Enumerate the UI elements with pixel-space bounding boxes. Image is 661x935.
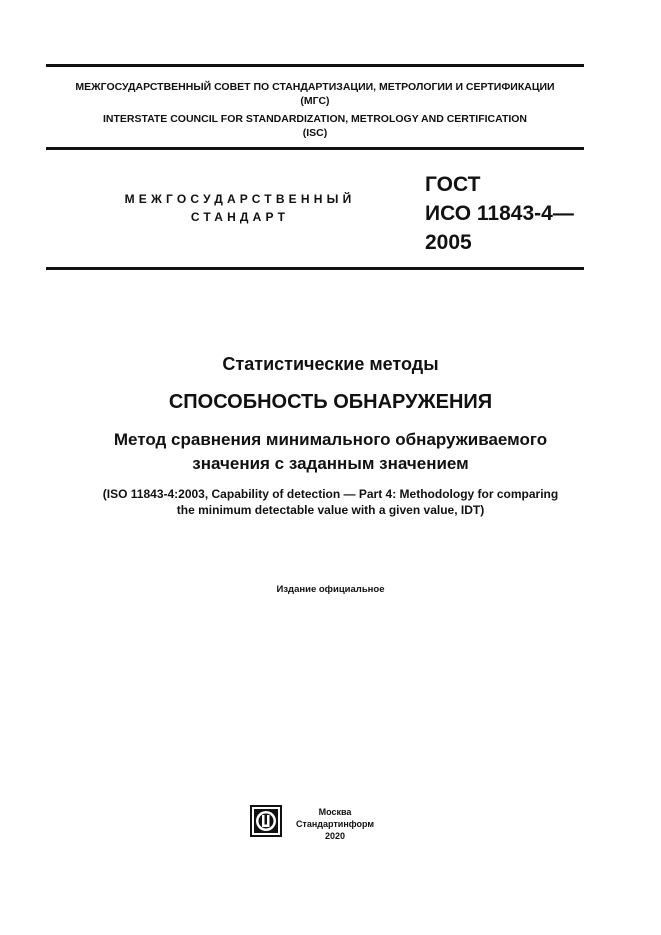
publisher-year: 2020 (324, 831, 346, 841)
council-ru-line1: МЕЖГОСУДАРСТВЕННЫЙ СОВЕТ ПО СТАНДАРТИЗАЦИИ, МЕТРОЛОГИИ И СЕРТИФИКАЦИИ (75, 81, 555, 93)
designation-line2: ИСО 11843-4— (425, 202, 574, 225)
publisher-info (285, 806, 385, 842)
subtitle-line1: Метод сравнения минимального обнаруживаемого (113, 430, 548, 449)
standard-label-line1: МЕЖГОСУДАРСТВЕННЫЙ (124, 192, 356, 206)
designation-rule (46, 267, 584, 270)
council-en-line1: INTERSTATE COUNCIL FOR STANDARDIZATION, METROLOGY AND CERTIFICATION (102, 113, 528, 125)
council-ru-line2: (МГС) (300, 95, 330, 107)
standartinform-logo-icon (250, 805, 282, 837)
subtitle-line2: значения с заданным значением (192, 454, 469, 473)
publisher-city: Москва (318, 807, 352, 817)
standard-designation (425, 170, 574, 257)
standard-label-line2: СТАНДАРТ (190, 210, 290, 224)
main-title: СПОСОБНОСТЬ ОБНАРУЖЕНИЯ (168, 391, 493, 413)
designation-line1: ГОСТ (425, 173, 481, 196)
header-rule (46, 147, 584, 150)
council-en-line2: (ISC) (302, 127, 328, 139)
iso-reference-line1: (ISO 11843-4:2003, Capability of detection — Part 4: Methodology for comparing (102, 487, 559, 501)
designation-line3: 2005 (425, 231, 472, 254)
edition-label: Издание официальное (276, 584, 385, 595)
publisher-name: Стандартинформ (295, 819, 375, 829)
iso-reference-line2: the minimum detectable value with a given value, IDT) (176, 503, 485, 517)
top-rule (46, 64, 584, 67)
group-title: Статистические методы (222, 354, 439, 374)
